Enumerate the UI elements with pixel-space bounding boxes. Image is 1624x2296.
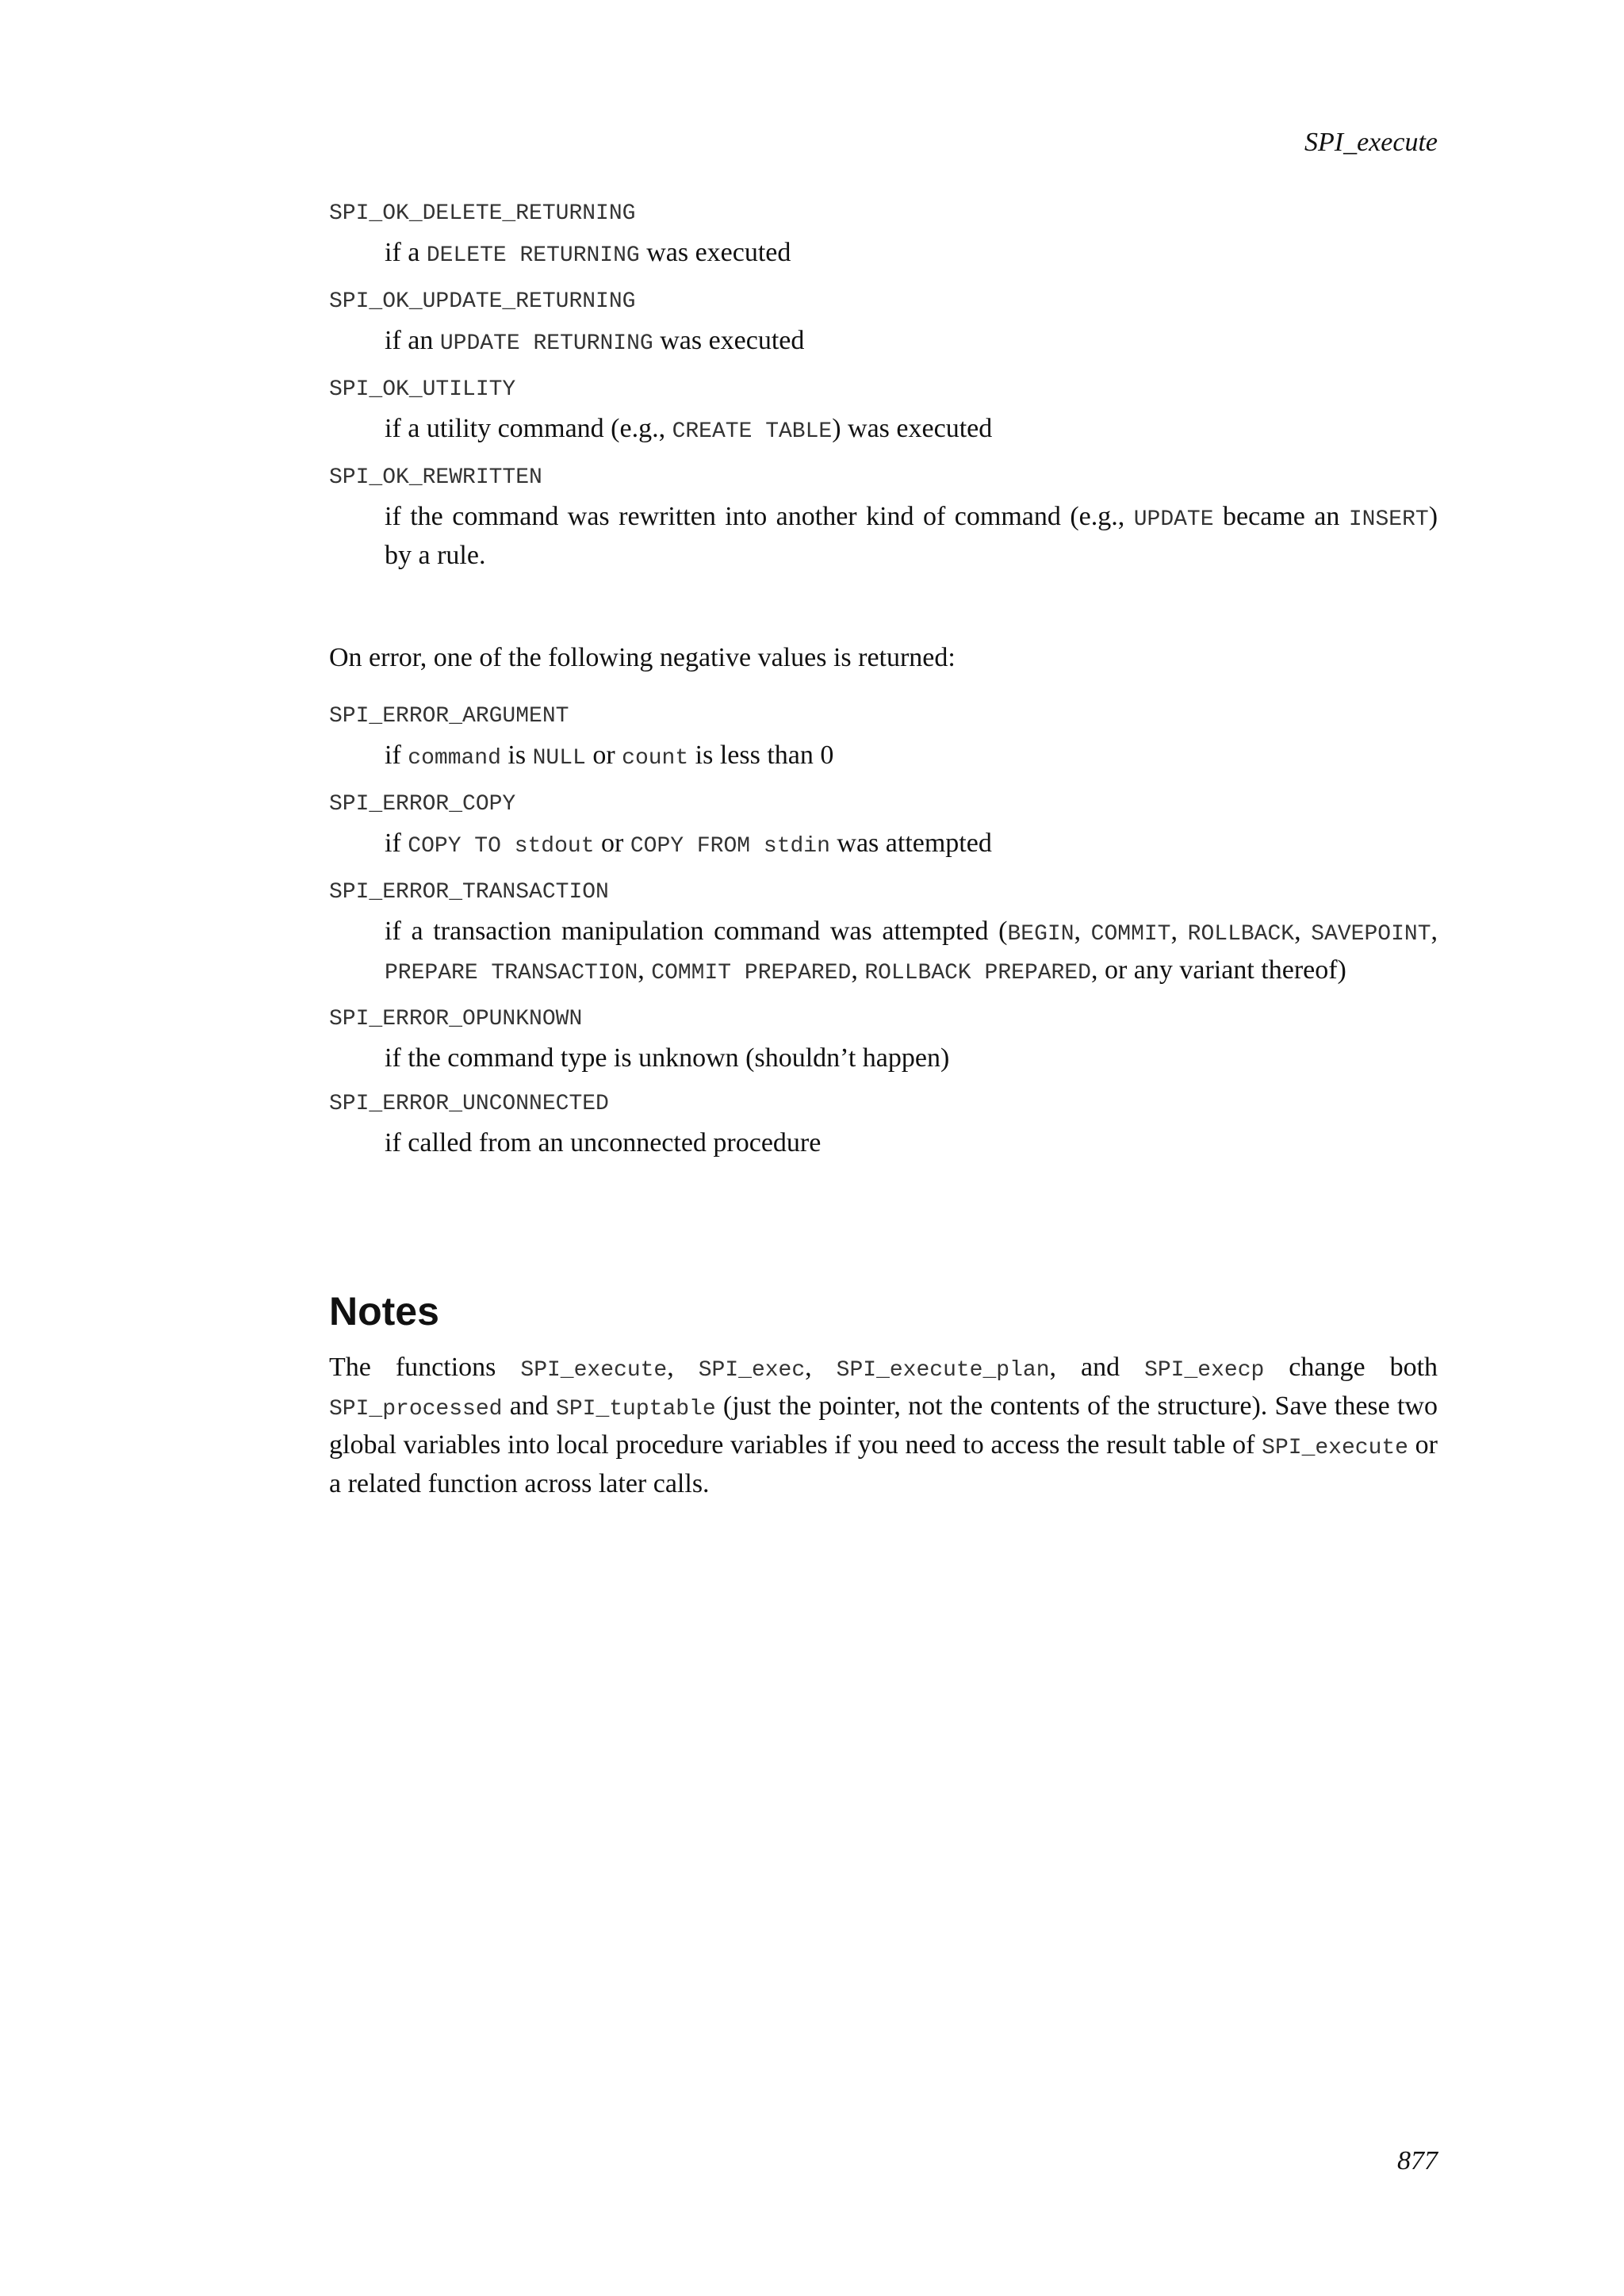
inline-code: SPI_exec [698, 1358, 806, 1383]
inline-code: ROLLBACK PREPARED [864, 961, 1091, 985]
inline-code: SPI_execute [520, 1358, 668, 1383]
inline-code: PREPARE TRANSACTION [385, 961, 638, 985]
error-value-list [329, 699, 1438, 1172]
inline-code: UPDATE [1133, 507, 1214, 532]
text-run: ) was executed [832, 414, 993, 443]
inline-code: SPI_processed [329, 1397, 503, 1422]
inline-code: CREATE TABLE [672, 419, 833, 444]
inline-code: count [622, 746, 689, 771]
text-run: if [385, 828, 408, 858]
text-run: The functions [329, 1353, 521, 1382]
return-value-code: SPI_OK_REWRITTEN [329, 465, 542, 490]
inline-code: SPI_execp [1144, 1358, 1265, 1383]
inline-code: ROLLBACK [1187, 922, 1295, 947]
inline-code: UPDATE RETURNING [439, 331, 653, 356]
text-run: change both [1264, 1353, 1438, 1382]
error-value-description [385, 825, 1438, 875]
inline-code: COMMIT [1090, 922, 1171, 947]
inline-code: BEGIN [1007, 922, 1074, 947]
error-value-code: SPI_ERROR_UNCONNECTED [329, 1092, 609, 1116]
text-run: if a [385, 238, 427, 267]
page-content [329, 197, 1438, 1502]
inline-code: COPY FROM stdin [630, 834, 830, 859]
error-value-description [385, 737, 1438, 787]
error-value-description [385, 1125, 1438, 1172]
inline-code: SPI_execute_plan [836, 1358, 1050, 1383]
return-value-description [385, 411, 1438, 461]
notes-heading: Notes [329, 1289, 439, 1334]
text-run: if the command was rewritten into another kind of command (e.g., [385, 502, 1134, 531]
error-intro-paragraph: On error, one of the following negative values is returned: [329, 643, 956, 672]
text-run: if a transaction manipulation command was attempted ( [385, 916, 1008, 946]
text-run: if the command type is unknown (shouldn’t happen) [385, 1043, 950, 1073]
error-value-code: SPI_ERROR_OPUNKNOWN [329, 1007, 583, 1031]
inline-code: command [408, 746, 501, 771]
text-run: was attempted [829, 828, 992, 858]
return-value-list [329, 197, 1438, 584]
inline-code: SAVEPOINT [1311, 922, 1431, 947]
text-run: was executed [653, 326, 805, 355]
text-run: or [585, 740, 622, 770]
error-value-code: SPI_ERROR_ARGUMENT [329, 704, 569, 729]
return-value-description [385, 323, 1438, 373]
text-run: if an [385, 326, 440, 355]
inline-code: SPI_execute [1262, 1436, 1408, 1460]
text-run: , [638, 955, 652, 985]
text-run: , [1074, 916, 1091, 946]
text-run: if a utility command (e.g., [385, 414, 672, 443]
page-number: 877 [1397, 2146, 1438, 2175]
inline-code: SPI_tuptable [556, 1397, 716, 1422]
text-run: was executed [639, 238, 791, 267]
text-run: or [594, 828, 630, 858]
text-run: became an [1213, 502, 1349, 531]
error-value-code: SPI_ERROR_TRANSACTION [329, 880, 609, 905]
inline-code: NULL [532, 746, 586, 771]
text-run: , [1170, 916, 1188, 946]
text-run: , [1294, 916, 1312, 946]
notes-paragraph [329, 1349, 1438, 1502]
text-run: is less than 0 [688, 740, 834, 770]
text-run: ) by a rule. [385, 502, 1438, 570]
text-run: , [1431, 916, 1438, 946]
error-value-description [385, 1040, 1438, 1087]
text-run: , or any variant thereof) [1090, 955, 1346, 985]
text-run: if called from an unconnected procedure [385, 1128, 822, 1158]
text-run: , and [1049, 1353, 1145, 1382]
return-value-description [385, 235, 1438, 285]
text-run: or a related function across later calls. [329, 1430, 1438, 1498]
text-run: , [851, 955, 865, 985]
inline-code: COPY TO stdout [408, 834, 595, 859]
text-run: , [805, 1353, 837, 1382]
text-run: and [502, 1391, 557, 1421]
return-value-description [385, 499, 1438, 584]
text-run: , [667, 1353, 699, 1382]
return-value-code: SPI_OK_DELETE_RETURNING [329, 201, 636, 226]
error-value-code: SPI_ERROR_COPY [329, 792, 516, 817]
inline-code: COMMIT PREPARED [651, 961, 852, 985]
return-value-code: SPI_OK_UTILITY [329, 377, 516, 402]
inline-code: INSERT [1348, 507, 1429, 532]
text-run: is [500, 740, 533, 770]
text-run: (just the pointer, not the contents of the structure). Save these two global variables into local procedure variables if you need to access the result table of [329, 1391, 1438, 1460]
text-run: if [385, 740, 408, 770]
running-header: SPI_execute [1304, 128, 1438, 157]
error-value-description [385, 913, 1438, 1002]
return-value-code: SPI_OK_UPDATE_RETURNING [329, 289, 636, 314]
inline-code: DELETE RETURNING [426, 243, 640, 268]
